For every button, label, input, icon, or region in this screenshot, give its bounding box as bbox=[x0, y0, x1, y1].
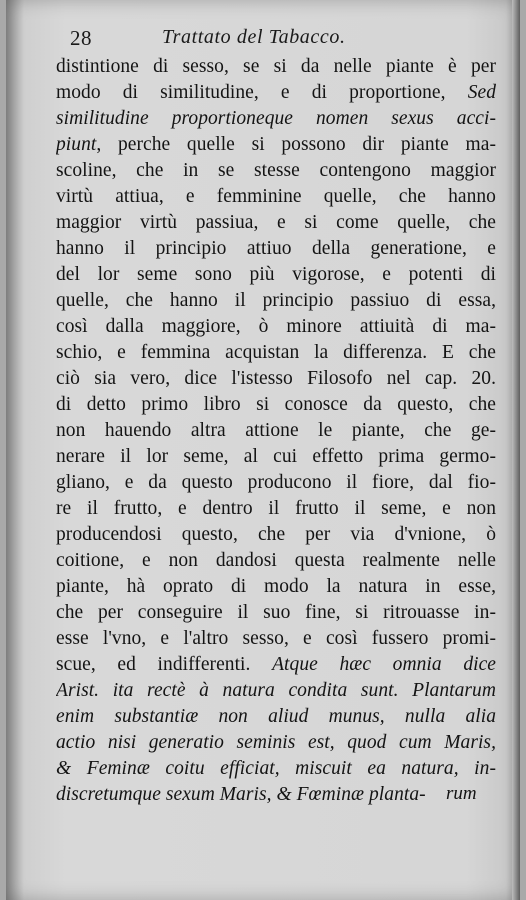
text-line: coitione, e non dandosi questa realmente nelle bbox=[56, 550, 496, 571]
text-line: similitudine proportioneque nomen sexus acci- bbox=[56, 108, 496, 129]
text-line: Arist. ita rectè à natura condita sunt. Plantarum bbox=[56, 680, 496, 701]
catchword: rum bbox=[446, 783, 477, 804]
page-number: 28 bbox=[70, 26, 92, 50]
text-line: virtù attiua, e femminine quelle, che hanno bbox=[56, 186, 496, 207]
page-header bbox=[70, 26, 490, 54]
text-line: actio nisi generatio seminis est, quod cum Maris, bbox=[56, 732, 496, 753]
text-line: distintione di sesso, se si da nelle piante è per bbox=[56, 56, 496, 77]
text-line: hanno il principio attiuo della generatione, e bbox=[56, 238, 496, 259]
text-line: che per conseguire il suo fine, si ritrouasse in- bbox=[56, 602, 496, 623]
text-line: enim substantiæ non aliud munus, nulla alia bbox=[56, 706, 496, 727]
text-line: discretumque sexum Maris, & Fœminæ planta- bbox=[56, 784, 426, 805]
text-line: così dalla maggiore, ò minore attiuità di ma- bbox=[56, 316, 496, 337]
text-line: ciò sia vero, dice l'istesso Filosofo nel cap. 20. bbox=[56, 368, 496, 389]
text-line: gliano, e da questo producono il fiore, dal fio- bbox=[56, 472, 496, 493]
text-line: re il frutto, e dentro il frutto il seme, e non bbox=[56, 498, 496, 519]
text-line: scoline, che in se stesse contengono maggior bbox=[56, 160, 496, 181]
text-line: piunt, perche quelle si possono dir piante ma- bbox=[56, 134, 496, 155]
text-line: piante, hà oprato di modo la natura in esse, bbox=[56, 576, 496, 597]
text-line: nerare il lor seme, al cui effetto prima germo- bbox=[56, 446, 496, 467]
book-page bbox=[6, 0, 520, 900]
text-line: & Feminæ coitu efficiat, miscuit ea natura, in- bbox=[56, 758, 496, 779]
text-line: di detto primo libro si conosce da questo, che bbox=[56, 394, 496, 415]
text-line: modo di similitudine, e di proportione, Sed bbox=[56, 82, 496, 103]
text-line: quelle, che hanno il principio passiuo di essa, bbox=[56, 290, 496, 311]
text-line: producendosi questo, che per via d'vnione, ò bbox=[56, 524, 496, 545]
text-line: del lor seme sono più vigorose, e potenti di bbox=[56, 264, 496, 285]
text-line: maggior virtù passiua, e si come quelle, che bbox=[56, 212, 496, 233]
page-edge bbox=[512, 0, 520, 900]
text-line: non hauendo altra attione le piante, che ge- bbox=[56, 420, 496, 441]
text-line: scue, ed indifferenti. Atque hæc omnia dice bbox=[56, 654, 496, 675]
text-line: schio, e femmina acquistan la differenza. E che bbox=[56, 342, 496, 363]
text-line: esse l'vno, e l'altro sesso, e così fussero promi- bbox=[56, 628, 496, 649]
body-text bbox=[56, 54, 496, 808]
running-title: Trattato del Tabacco. bbox=[162, 26, 346, 48]
